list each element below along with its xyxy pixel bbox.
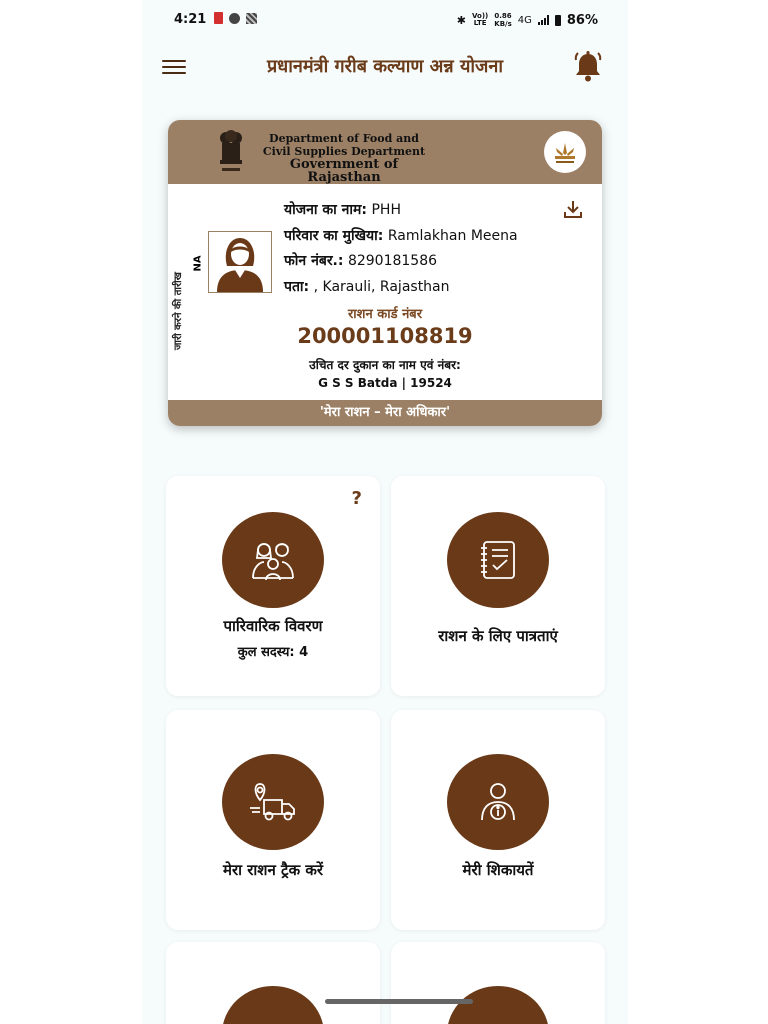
pmgkay-logo-icon bbox=[544, 131, 586, 173]
status-time: 4:21 bbox=[174, 12, 207, 27]
tile-ration-eligibility[interactable] bbox=[391, 476, 605, 696]
app-bar bbox=[142, 46, 628, 90]
battery-icon bbox=[555, 15, 561, 26]
card-footer: 'मेरा राशन – मेरा अधिकार' bbox=[168, 400, 602, 426]
tile-more-2[interactable] bbox=[391, 942, 605, 1024]
department-name: Department of Food and Civil Supplies Department Government of Rajasthan bbox=[262, 132, 426, 185]
card-number-label: राशन कार्ड नंबर bbox=[347, 307, 423, 322]
network-type: 4G bbox=[517, 14, 532, 26]
battery-level: 86% bbox=[566, 12, 598, 28]
help-icon[interactable]: ? bbox=[351, 488, 362, 509]
status-right bbox=[457, 12, 598, 28]
tile-icon bbox=[222, 986, 324, 1024]
volte-indicator: Vo)) LTE bbox=[472, 12, 489, 27]
facebook-icon bbox=[229, 13, 240, 24]
checklist-icon bbox=[447, 512, 549, 608]
tile-family-details[interactable] bbox=[166, 476, 380, 696]
address-row: पता: , Karauli, Rajasthan bbox=[284, 278, 450, 295]
scheme-row: योजना का नाम: PHH bbox=[284, 202, 401, 218]
bluetooth-icon: ✱ bbox=[456, 13, 467, 27]
net-speed: 0.86 KB/s bbox=[494, 12, 512, 28]
home-indicator[interactable] bbox=[325, 999, 473, 1004]
truck-location-icon bbox=[222, 754, 324, 850]
gallery-icon bbox=[246, 13, 257, 24]
status-bar bbox=[142, 0, 628, 40]
notification-bell-icon[interactable] bbox=[572, 50, 604, 84]
download-icon[interactable] bbox=[562, 198, 584, 220]
shop-value: G S S Batda | 19524 bbox=[318, 376, 452, 390]
member-count: कुल सदस्य: 4 bbox=[237, 645, 309, 660]
user-info-icon bbox=[447, 754, 549, 850]
card-details bbox=[284, 198, 518, 300]
tile-label: मेरा राशन ट्रैक करें bbox=[223, 861, 323, 879]
avatar bbox=[208, 231, 272, 293]
card-number: 200001108819 bbox=[297, 324, 473, 348]
card-header bbox=[168, 120, 602, 184]
head-row: परिवार का मुखिया: Ramlakhan Meena bbox=[284, 227, 518, 244]
issue-date-value: NA bbox=[192, 255, 204, 272]
tile-track-ration[interactable] bbox=[166, 710, 380, 930]
tile-icon bbox=[447, 986, 549, 1024]
notification-app-icon bbox=[214, 12, 223, 24]
page-title: प्रधानमंत्री गरीब कल्याण अन्न योजना bbox=[266, 56, 504, 77]
issue-date: जारी करने की तारीख bbox=[173, 272, 184, 350]
tile-more-1[interactable] bbox=[166, 942, 380, 1024]
shop-label: उचित दर दुकान का नाम एवं नंबर: bbox=[309, 358, 461, 372]
tile-my-complaints[interactable] bbox=[391, 710, 605, 930]
state-emblem-icon bbox=[216, 128, 246, 178]
family-icon bbox=[222, 512, 324, 608]
tile-label: मेरी शिकायतें bbox=[462, 861, 534, 879]
phone-row: फोन नंबर.: 8290181586 bbox=[284, 253, 438, 269]
signal-icon bbox=[538, 15, 549, 25]
notification-icons bbox=[214, 12, 257, 24]
tile-label: पारिवारिक विवरण bbox=[223, 617, 323, 635]
ration-card bbox=[168, 120, 602, 426]
phone-screen bbox=[142, 0, 628, 1024]
tile-label: राशन के लिए पात्रताएं bbox=[438, 627, 558, 645]
